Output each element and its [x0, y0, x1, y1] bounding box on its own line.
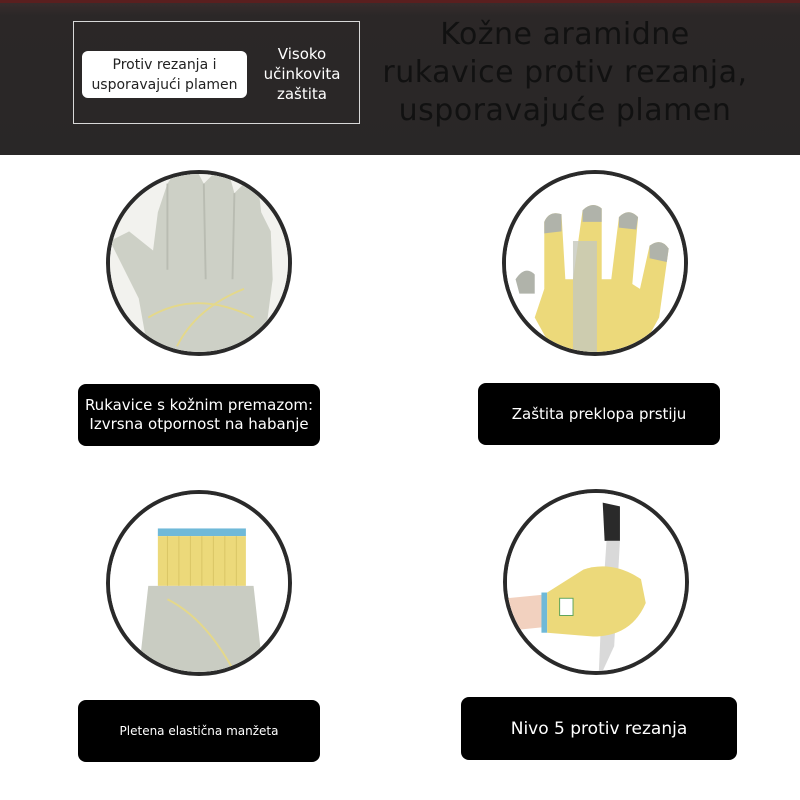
leather-palm-glove-icon — [106, 170, 292, 356]
feature-label-cut-level: Nivo 5 protiv rezanja — [461, 697, 737, 760]
feature-label-finger: Zaštita preklopa prstiju — [478, 383, 720, 445]
feature-label-cuff: Pletena elastična manžeta — [78, 700, 320, 762]
banner-pill-text: Protiv rezanja i usporavajući plamen — [91, 56, 238, 93]
feature-label-abrasion: Rukavice s kožnim premazom: Izvrsna otpornost na habanje — [78, 384, 320, 446]
knife-cut-glove-icon — [503, 489, 689, 675]
knitted-cuff-glove-icon — [106, 490, 292, 676]
finger-overlap-glove-icon — [502, 170, 688, 356]
page-title: Kožne aramidne rukavice protiv rezanja, usporavajuće plamen — [382, 17, 748, 128]
banner-pill — [82, 51, 247, 98]
banner-side-text: Visoko učinkovita zaštita — [263, 45, 341, 103]
